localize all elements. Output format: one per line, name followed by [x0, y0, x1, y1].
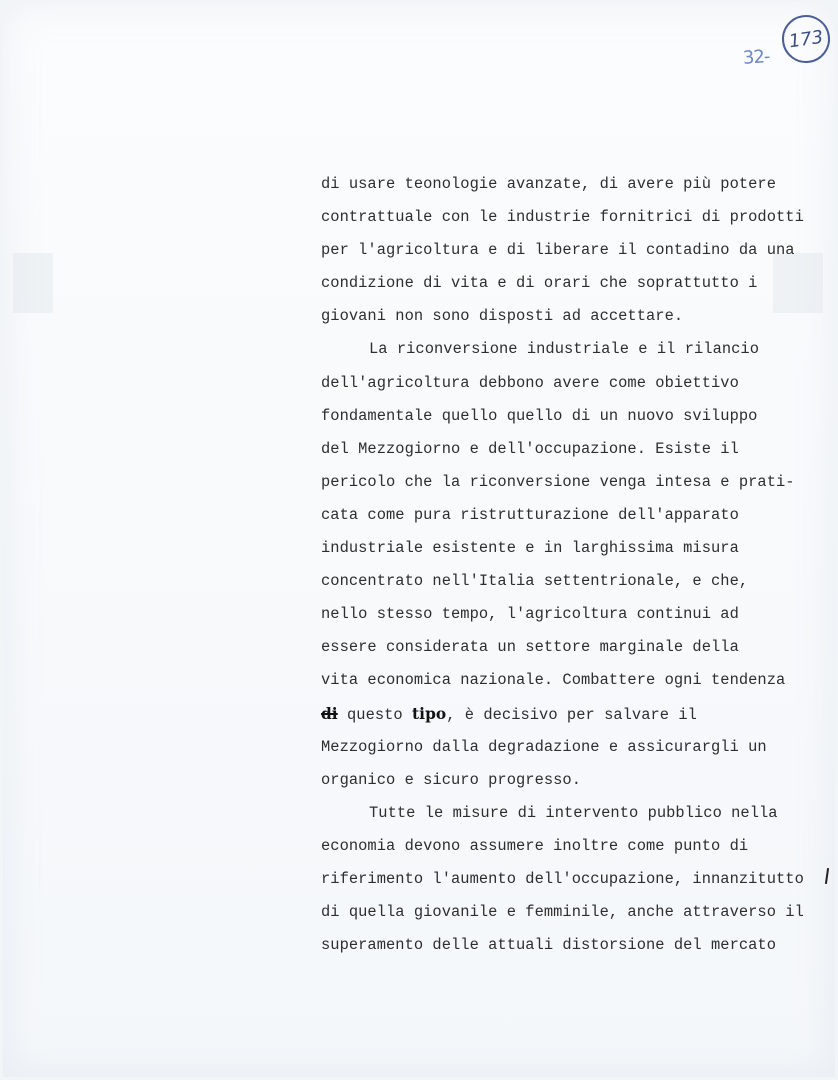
- text-line: La riconversione industriale e il rilancio: [369, 340, 760, 359]
- text-line: dell'agricoltura debbono avere come obiettivo: [321, 373, 739, 392]
- text-line: Tutte le misure di intervento pubblico nella: [369, 803, 778, 822]
- stamp-number: 173: [787, 26, 825, 52]
- typed-text-body: [321, 168, 831, 962]
- handwritten-correction-line: [321, 698, 831, 731]
- text-line: concentrato nell'Italia settentrionale, e che,: [321, 572, 749, 591]
- text-line: vita economica nazionale. Combattere ogni tendenza: [321, 671, 786, 690]
- text-line: per l'agricoltura e di liberare il contadino da una: [321, 241, 795, 260]
- text-line: contrattuale con le industrie fornitrici di prodotti: [321, 208, 804, 227]
- paragraph-1: [321, 168, 831, 333]
- text-line: cata come pura ristrutturazione dell'apparato: [321, 505, 739, 524]
- page-number-stamp: [779, 12, 833, 66]
- struck-word: di: [321, 704, 338, 723]
- text-line: giovani non sono disposti ad accettare.: [321, 307, 684, 326]
- text-line: industriale esistente e in larghissima misura: [321, 539, 739, 558]
- handwritten-word: tipo: [412, 704, 447, 723]
- paragraph-2: [321, 333, 831, 796]
- text-line: superamento delle attuali distorsione del mercato: [321, 936, 777, 955]
- text-line: essere considerata un settore marginale della: [321, 638, 739, 657]
- text-line: economia devono assumere inoltre come punto di: [321, 836, 749, 855]
- paragraph-3: [321, 797, 831, 962]
- text-line: organico e sicuro progresso.: [321, 770, 582, 789]
- text-line: nello stesso tempo, l'agricoltura continui ad: [321, 605, 739, 624]
- text-line: riferimento l'aumento dell'occupazione, innanzitutto: [321, 869, 804, 888]
- text-line: del Mezzogiorno e dell'occupazione. Esiste il: [321, 439, 739, 458]
- scan-shadow: [13, 253, 53, 313]
- text-fragment: , è decisivo per salvare il: [446, 705, 697, 724]
- text-fragment: questo: [337, 705, 413, 724]
- text-line: condizione di vita e di orari che soprattutto i: [321, 274, 758, 293]
- page-folio: 32-: [742, 46, 771, 69]
- text-line: pericolo che la riconversione venga intesa e prati-: [321, 472, 795, 491]
- text-line: Mezzogiorno dalla degradazione e assicurargli un: [321, 737, 767, 756]
- text-line: fondamentale quello quello di un nuovo sviluppo: [321, 406, 758, 425]
- text-line: di quella giovanile e femminile, anche attraverso il: [321, 903, 804, 922]
- text-line: di usare teonologie avanzate, di avere più potere: [321, 175, 777, 193]
